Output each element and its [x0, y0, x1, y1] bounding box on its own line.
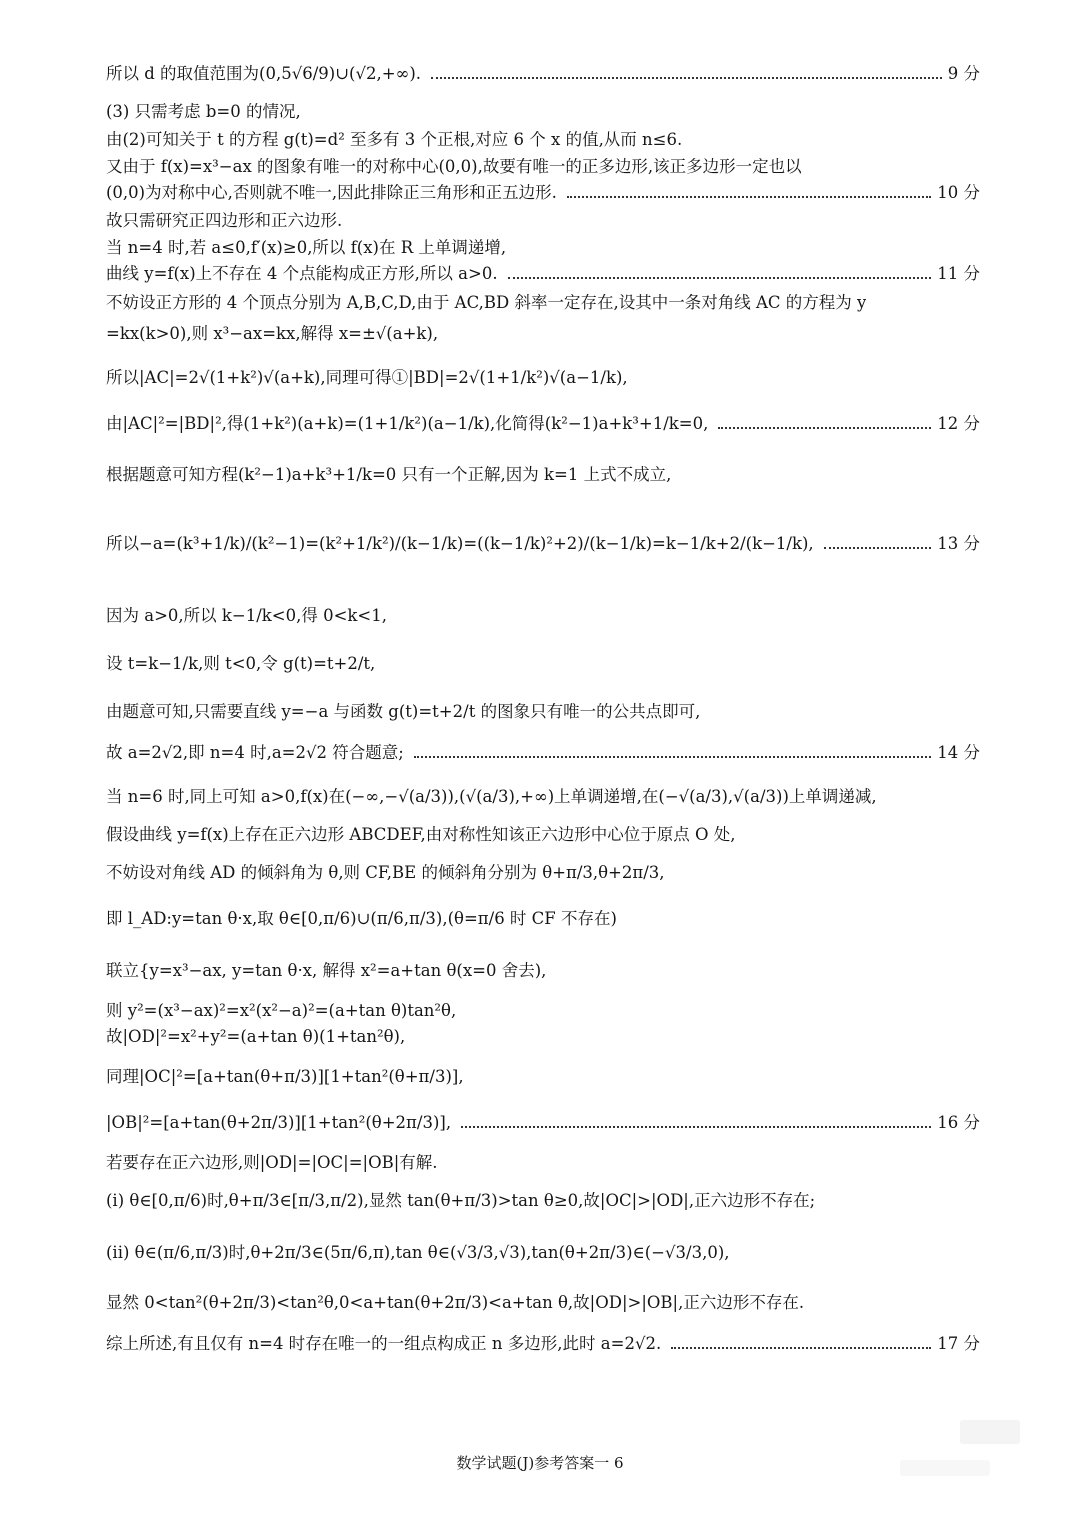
- answer-line-30: [106, 1240, 980, 1265]
- score-label: 12 分: [937, 414, 980, 433]
- score-label: 10 分: [937, 183, 980, 202]
- answer-line-32: [106, 1332, 980, 1356]
- answer-line-14: [106, 532, 980, 556]
- dot-leader: [414, 756, 931, 758]
- answer-line-25: [106, 1024, 980, 1049]
- answer-line-29: [106, 1188, 980, 1213]
- line-text: 由题意可知,只需要直线 y=−a 与函数 g(t)=t+2/t 的图象只有唯一的公共点即可,: [106, 701, 701, 721]
- line-text: 故|OD|²=x²+y²=(a+tan θ)(1+tan²θ),: [106, 1026, 406, 1046]
- answer-line-17: [106, 699, 980, 724]
- answer-line-3: [106, 127, 980, 152]
- answer-line-20: [106, 822, 980, 847]
- score-label: 14 分: [937, 743, 980, 762]
- line-text: 不妨设对角线 AD 的倾斜角为 θ,则 CF,BE 的倾斜角分别为 θ+π/3,θ+2π/3,: [106, 862, 665, 882]
- line-text: 故 a=2√2,即 n=4 时,a=2√2 符合题意;: [106, 743, 404, 762]
- line-text: 曲线 y=f(x)上不存在 4 个点能构成正方形,所以 a>0.: [106, 264, 498, 283]
- score-label: 13 分: [937, 534, 980, 553]
- line-text: 当 n=6 时,同上可知 a>0,f(x)在(−∞,−√(a/3)),(√(a/3),+∞)上单调递增,在(−√(a/3),√(a/3))上单调递减,: [106, 786, 877, 806]
- line-text: 同理|OC|²=[a+tan(θ+π/3)][1+tan²(θ+π/3)],: [106, 1066, 464, 1086]
- answer-line-8: [106, 262, 980, 286]
- answer-line-23: [106, 958, 980, 983]
- line-text: (ii) θ∈(π/6,π/3)时,θ+2π/3∈(5π/6,π),tan θ∈(√3/3,√3),tan(θ+2π/3)∈(−√3/3,0),: [106, 1242, 730, 1262]
- line-text: 当 n=4 时,若 a≤0,f′(x)≥0,所以 f(x)在 R 上单调递增,: [106, 237, 507, 257]
- line-text: 所以|AC|=2√(1+k²)√(a+k),同理可得①|BD|=2√(1+1/k²)√(a−1/k),: [106, 367, 628, 387]
- line-text: 所以 d 的取值范围为(0,5√6/9)∪(√2,+∞).: [106, 64, 422, 83]
- answer-line-2: [106, 99, 980, 124]
- line-text: =kx(k>0),则 x³−ax=kx,解得 x=±√(a+k),: [106, 323, 439, 343]
- line-text: (i) θ∈[0,π/6)时,θ+π/3∈[π/3,π/2),显然 tan(θ+π/3)>tan θ≥0,故|OC|>|OD|,正六边形不存在;: [106, 1190, 816, 1210]
- line-text: 假设曲线 y=f(x)上存在正六边形 ABCDEF,由对称性知该正六边形中心位于原点 O 处,: [106, 824, 736, 844]
- line-text: (3) 只需考虑 b=0 的情况,: [106, 101, 301, 121]
- answer-line-27: [106, 1111, 980, 1135]
- line-text: (0,0)为对称中心,否则就不唯一,因此排除正三角形和正五边形.: [106, 183, 557, 202]
- dot-leader: [671, 1347, 931, 1349]
- answer-line-13: [106, 462, 980, 487]
- line-text: 综上所述,有且仅有 n=4 时存在唯一的一组点构成正 n 多边形,此时 a=2√2.: [106, 1334, 662, 1353]
- line-text: 显然 0<tan²(θ+2π/3)<tan²θ,0<a+tan(θ+2π/3)<a+tan θ,故|OD|>|OB|,正六边形不存在.: [106, 1292, 805, 1312]
- page-footer: 数学试题(J)参考答案一 6: [456, 1454, 624, 1472]
- answer-line-31: [106, 1290, 980, 1315]
- dot-leader: [461, 1126, 931, 1128]
- answer-line-22: [106, 906, 980, 931]
- line-text: 由|AC|²=|BD|²,得(1+k²)(a+k)=(1+1/k²)(a−1/k),化简得(k²−1)a+k³+1/k=0,: [106, 414, 709, 433]
- answer-line-16: [106, 651, 980, 676]
- dot-leader: [508, 277, 932, 279]
- score-label: 11 分: [937, 264, 980, 283]
- answer-line-9: [106, 290, 980, 315]
- answer-line-18: [106, 741, 980, 765]
- answer-line-24: [106, 998, 980, 1023]
- line-text: |OB|²=[a+tan(θ+2π/3)][1+tan²(θ+2π/3)],: [106, 1113, 452, 1132]
- answer-line-28: [106, 1150, 980, 1175]
- line-text: 所以−a=(k³+1/k)/(k²−1)=(k²+1/k²)/(k−1/k)=((k−1/k)²+2)/(k−1/k)=k−1/k+2/(k−1/k),: [106, 534, 814, 553]
- dot-leader: [824, 547, 932, 549]
- line-text: 由(2)可知关于 t 的方程 g(t)=d² 至多有 3 个正根,对应 6 个 x 的值,从而 n≤6.: [106, 129, 683, 149]
- answer-line-1: [106, 62, 980, 86]
- line-text: 根据题意可知方程(k²−1)a+k³+1/k=0 只有一个正解,因为 k=1 上式不成立,: [106, 464, 672, 484]
- line-text: 故只需研究正四边形和正六边形.: [106, 210, 343, 230]
- score-label: 17 分: [937, 1334, 980, 1353]
- line-text: 即 l_AD:y=tan θ·x,取 θ∈[0,π/6)∪(π/6,π/3),(θ=π/6 时 CF 不存在): [106, 908, 617, 928]
- answer-line-21: [106, 860, 980, 885]
- line-text: 联立{y=x³−ax, y=tan θ·x, 解得 x²=a+tan θ(x=0 舍去),: [106, 960, 547, 980]
- score-label: 16 分: [937, 1113, 980, 1132]
- line-text: 若要存在正六边形,则|OD|=|OC|=|OB|有解.: [106, 1152, 438, 1172]
- dot-leader: [431, 77, 942, 79]
- answer-line-19: [106, 784, 980, 809]
- score-label: 9 分: [947, 64, 980, 83]
- answer-line-10: [106, 321, 980, 346]
- answer-line-15: [106, 603, 980, 628]
- line-text: 又由于 f(x)=x³−ax 的图象有唯一的对称中心(0,0),故要有唯一的正多边形,该正多边形一定也以: [106, 156, 802, 176]
- answer-line-4: [106, 154, 980, 179]
- answer-line-26: [106, 1064, 980, 1089]
- dot-leader: [567, 196, 931, 198]
- answer-line-12: [106, 412, 980, 436]
- line-text: 因为 a>0,所以 k−1/k<0,得 0<k<1,: [106, 605, 387, 625]
- answer-line-7: [106, 235, 980, 260]
- line-text: 不妨设正方形的 4 个顶点分别为 A,B,C,D,由于 AC,BD 斜率一定存在,设其中一条对角线 AC 的方程为 y: [106, 292, 867, 312]
- answer-line-11: [106, 365, 980, 390]
- answer-line-6: [106, 208, 980, 233]
- line-text: 设 t=k−1/k,则 t<0,令 g(t)=t+2/t,: [106, 653, 376, 673]
- faint-stamp-mark: [960, 1420, 1020, 1444]
- dot-leader: [718, 427, 931, 429]
- answer-line-5: [106, 181, 980, 205]
- line-text: 则 y²=(x³−ax)²=x²(x²−a)²=(a+tan θ)tan²θ,: [106, 1000, 457, 1020]
